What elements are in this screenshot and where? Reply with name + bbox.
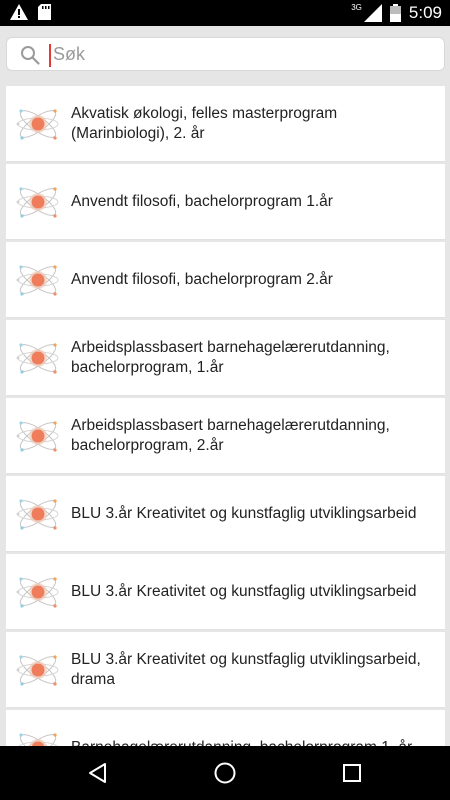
atom-icon xyxy=(15,492,61,536)
search-icon xyxy=(20,45,40,65)
list-item-label: Arbeidsplassbasert barnehagelærerutdanning, bachelorprogram, 2.år xyxy=(71,416,390,454)
atom-icon xyxy=(15,648,61,692)
sd-card-icon xyxy=(38,4,51,20)
list-item[interactable] xyxy=(6,398,445,474)
atom-icon xyxy=(15,102,61,146)
search-box[interactable] xyxy=(6,37,445,71)
list-item[interactable] xyxy=(6,164,445,240)
list-item[interactable] xyxy=(6,320,445,396)
list-item-label: BLU 3.år Kreativitet og kunstfaglig utviklingsarbeid xyxy=(71,582,417,600)
list-item-label: Anvendt filosofi, bachelorprogram 1.år xyxy=(71,192,333,210)
atom-icon xyxy=(15,570,61,614)
warning-icon xyxy=(10,4,28,20)
atom-icon xyxy=(15,336,61,380)
list-item[interactable] xyxy=(6,554,445,630)
signal-icon xyxy=(364,4,382,22)
list-item[interactable] xyxy=(6,242,445,318)
list-item[interactable] xyxy=(6,86,445,162)
search-input[interactable] xyxy=(53,40,433,69)
program-list[interactable] xyxy=(6,86,445,738)
status-bar xyxy=(0,0,450,26)
list-item-label: Arbeidsplassbasert barnehagelærerutdanning, bachelorprogram, 1.år xyxy=(71,338,390,376)
back-icon[interactable] xyxy=(86,761,110,785)
list-item-label: Akvatisk økologi, felles masterprogram (Marinbiologi), 2. år xyxy=(71,104,338,142)
list-item-label: BLU 3.år Kreativitet og kunstfaglig utviklingsarbeid, drama xyxy=(71,650,421,688)
home-icon[interactable] xyxy=(213,761,237,785)
atom-icon xyxy=(15,258,61,302)
atom-icon xyxy=(15,180,61,224)
navigation-bar xyxy=(0,746,450,800)
network-type-label: 3G xyxy=(351,2,362,12)
search-bar xyxy=(0,26,450,82)
atom-icon xyxy=(15,414,61,458)
list-item[interactable] xyxy=(6,632,445,708)
battery-icon xyxy=(390,4,401,22)
list-item[interactable] xyxy=(6,476,445,552)
recents-icon[interactable] xyxy=(340,761,364,785)
text-cursor xyxy=(49,44,51,67)
clock: 5:09 xyxy=(408,3,442,22)
list-item-label: Anvendt filosofi, bachelorprogram 2.år xyxy=(71,270,333,288)
list-item-label: BLU 3.år Kreativitet og kunstfaglig utviklingsarbeid xyxy=(71,504,417,522)
